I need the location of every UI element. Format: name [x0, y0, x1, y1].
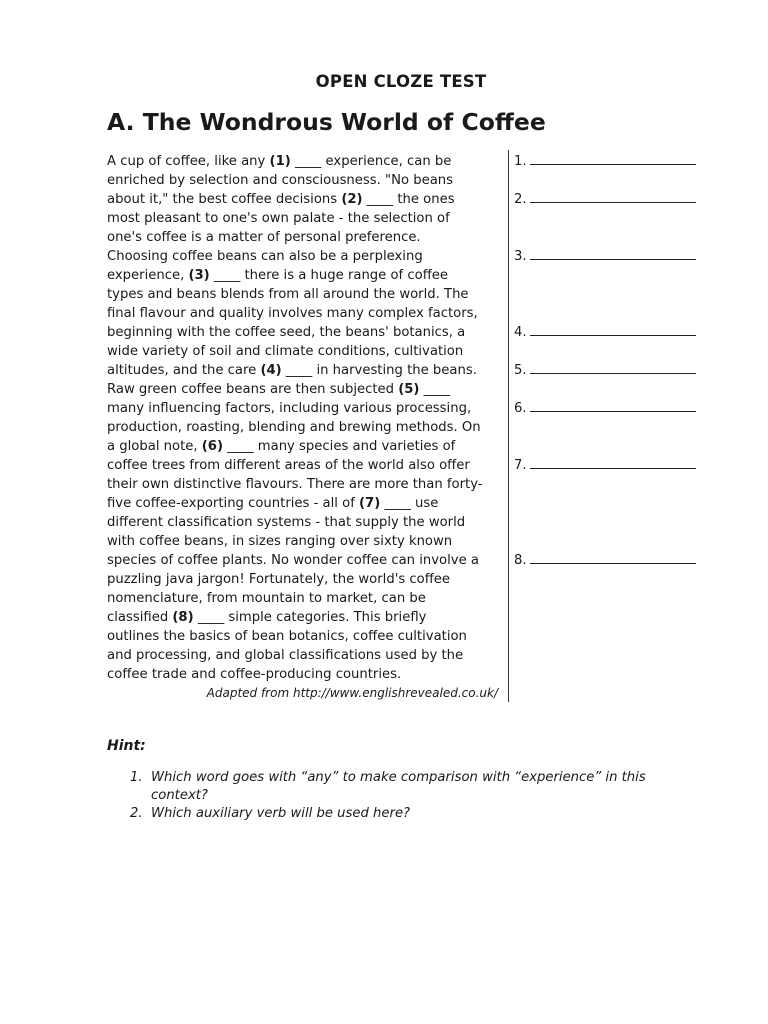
- passage-line: [107, 209, 505, 228]
- passage-line: [107, 513, 505, 532]
- passage-text: coffee trees from different areas of the world also offer: [107, 458, 470, 473]
- passage-line: [107, 247, 505, 266]
- answer-number: 4.: [514, 325, 527, 340]
- passage-text: many influencing factors, including various processing,: [107, 401, 472, 416]
- test-title: OPEN CLOZE TEST: [315, 72, 487, 91]
- blank-number: (3): [188, 268, 210, 283]
- answer-number: 2.: [514, 192, 527, 207]
- passage-text: classified: [107, 610, 173, 625]
- passage-line: [107, 171, 505, 190]
- passage-text: beginning with the coffee seed, the beans' botanics, a: [107, 325, 466, 340]
- passage-text: types and beans blends from all around the world. The: [107, 287, 469, 302]
- passage-text: outlines the basics of bean botanics, coffee cultivation: [107, 629, 467, 644]
- passage-text: altitudes, and the care: [107, 363, 261, 378]
- hint-number: 1.: [130, 770, 143, 785]
- passage-text: most pleasant to one's own palate - the selection of: [107, 211, 450, 226]
- answer-line-4[interactable]: [514, 323, 696, 342]
- blank-number: (8): [172, 610, 194, 625]
- hint-list: [130, 769, 690, 823]
- passage-line: [107, 285, 505, 304]
- passage-text: and processing, and global classifications used by the: [107, 648, 464, 663]
- column-divider: [508, 150, 509, 702]
- passage-line: [107, 456, 505, 475]
- answer-line-3[interactable]: [514, 247, 696, 266]
- passage-line: [107, 646, 505, 665]
- passage-text: wide variety of soil and climate conditions, cultivation: [107, 344, 464, 359]
- answer-number: 3.: [514, 249, 527, 264]
- passage-text: their own distinctive flavours. There are more than forty-: [107, 477, 483, 492]
- passage-text: ____ the ones: [362, 192, 455, 207]
- passage-text: one's coffee is a matter of personal preference.: [107, 230, 421, 245]
- answer-blank[interactable]: [530, 551, 696, 564]
- passage-line: [107, 475, 505, 494]
- hint-number: 2.: [130, 806, 143, 821]
- answer-blank[interactable]: [530, 456, 696, 469]
- answer-number: 5.: [514, 363, 527, 378]
- answer-line-6[interactable]: [514, 399, 696, 418]
- blank-number: (5): [398, 382, 420, 397]
- answer-blank[interactable]: [530, 247, 696, 260]
- passage-line: [107, 380, 505, 399]
- answer-line-2[interactable]: [514, 190, 696, 209]
- passage-line: [107, 228, 505, 247]
- passage-line: [107, 190, 505, 209]
- hint-text: Which word goes with “any” to make comparison with “experience” in this context?: [151, 770, 646, 803]
- answer-line-7[interactable]: [514, 456, 696, 475]
- hint-item: [130, 769, 690, 805]
- passage-line: [107, 399, 505, 418]
- answer-line-1[interactable]: [514, 152, 696, 171]
- passage-text: ____ in harvesting the beans.: [281, 363, 477, 378]
- passage-text: with coffee beans, in sizes ranging over sixty known: [107, 534, 453, 549]
- section-title: A. The Wondrous World of Coffee: [107, 108, 546, 136]
- passage-text: a global note,: [107, 439, 202, 454]
- answer-blank[interactable]: [530, 361, 696, 374]
- passage-text: ____ many species and varieties of: [223, 439, 456, 454]
- source-attribution: Adapted from http://www.englishrevealed.co.uk/: [206, 686, 498, 700]
- passage-line: [107, 361, 505, 380]
- answer-blank[interactable]: [530, 323, 696, 336]
- passage-text: experience,: [107, 268, 189, 283]
- passage-line: [107, 152, 505, 171]
- blank-number: (7): [359, 496, 381, 511]
- blank-number: (6): [201, 439, 224, 454]
- passage-text: ____ simple categories. This briefly: [193, 610, 427, 625]
- passage-text: ____ experience, can be: [290, 154, 452, 169]
- passage-text: different classification systems - that supply the world: [107, 515, 466, 530]
- passage-line: [107, 437, 505, 456]
- passage-line: [107, 627, 505, 646]
- passage-line: [107, 323, 505, 342]
- answer-line-5[interactable]: [514, 361, 696, 380]
- answer-blank[interactable]: [530, 190, 696, 203]
- passage-text: enriched by selection and consciousness. "No beans: [107, 173, 454, 188]
- passage-text: coffee trade and coffee-producing countries.: [107, 667, 402, 682]
- answer-number: 1.: [514, 154, 527, 169]
- passage-text: ____ use: [380, 496, 439, 511]
- passage-line: [107, 266, 505, 285]
- passage-text: A cup of coffee, like any: [107, 154, 270, 169]
- passage-text: production, roasting, blending and brewing methods. On: [107, 420, 481, 435]
- answer-line-8[interactable]: [514, 551, 696, 570]
- passage-line: [107, 304, 505, 323]
- hint-text: Which auxiliary verb will be used here?: [151, 806, 411, 821]
- passage-text: Raw green coffee beans are then subjected: [107, 382, 399, 397]
- passage-text: species of coffee plants. No wonder coffee can involve a: [107, 553, 479, 568]
- passage-line: [107, 494, 505, 513]
- passage-text: nomenclature, from mountain to market, can be: [107, 591, 426, 606]
- passage-text: about it," the best coffee decisions: [107, 192, 342, 207]
- passage-text: final flavour and quality involves many complex factors,: [107, 306, 478, 321]
- answer-blank[interactable]: [530, 152, 696, 165]
- passage-text: ____: [419, 382, 451, 397]
- answer-number: 8.: [514, 553, 527, 568]
- blank-number: (1): [269, 154, 291, 169]
- cloze-passage: [107, 152, 505, 684]
- passage-text: ____ there is a huge range of coffee: [209, 268, 449, 283]
- answer-number: 7.: [514, 458, 527, 473]
- passage-line: [107, 665, 505, 684]
- passage-text: Choosing coffee beans can also be a perplexing: [107, 249, 423, 264]
- answer-number: 6.: [514, 401, 527, 416]
- blank-number: (4): [260, 363, 282, 378]
- passage-text: puzzling java jargon! Fortunately, the world's coffee: [107, 572, 451, 587]
- passage-line: [107, 589, 505, 608]
- passage-line: [107, 418, 505, 437]
- hint-item: [130, 805, 690, 823]
- passage-line: [107, 570, 505, 589]
- passage-text: five coffee-exporting countries - all of: [107, 496, 360, 511]
- hint-heading: Hint:: [107, 738, 146, 754]
- passage-line: [107, 342, 505, 361]
- blank-number: (2): [341, 192, 363, 207]
- passage-line: [107, 532, 505, 551]
- passage-line: [107, 551, 505, 570]
- passage-line: [107, 608, 505, 627]
- answer-blank[interactable]: [530, 399, 696, 412]
